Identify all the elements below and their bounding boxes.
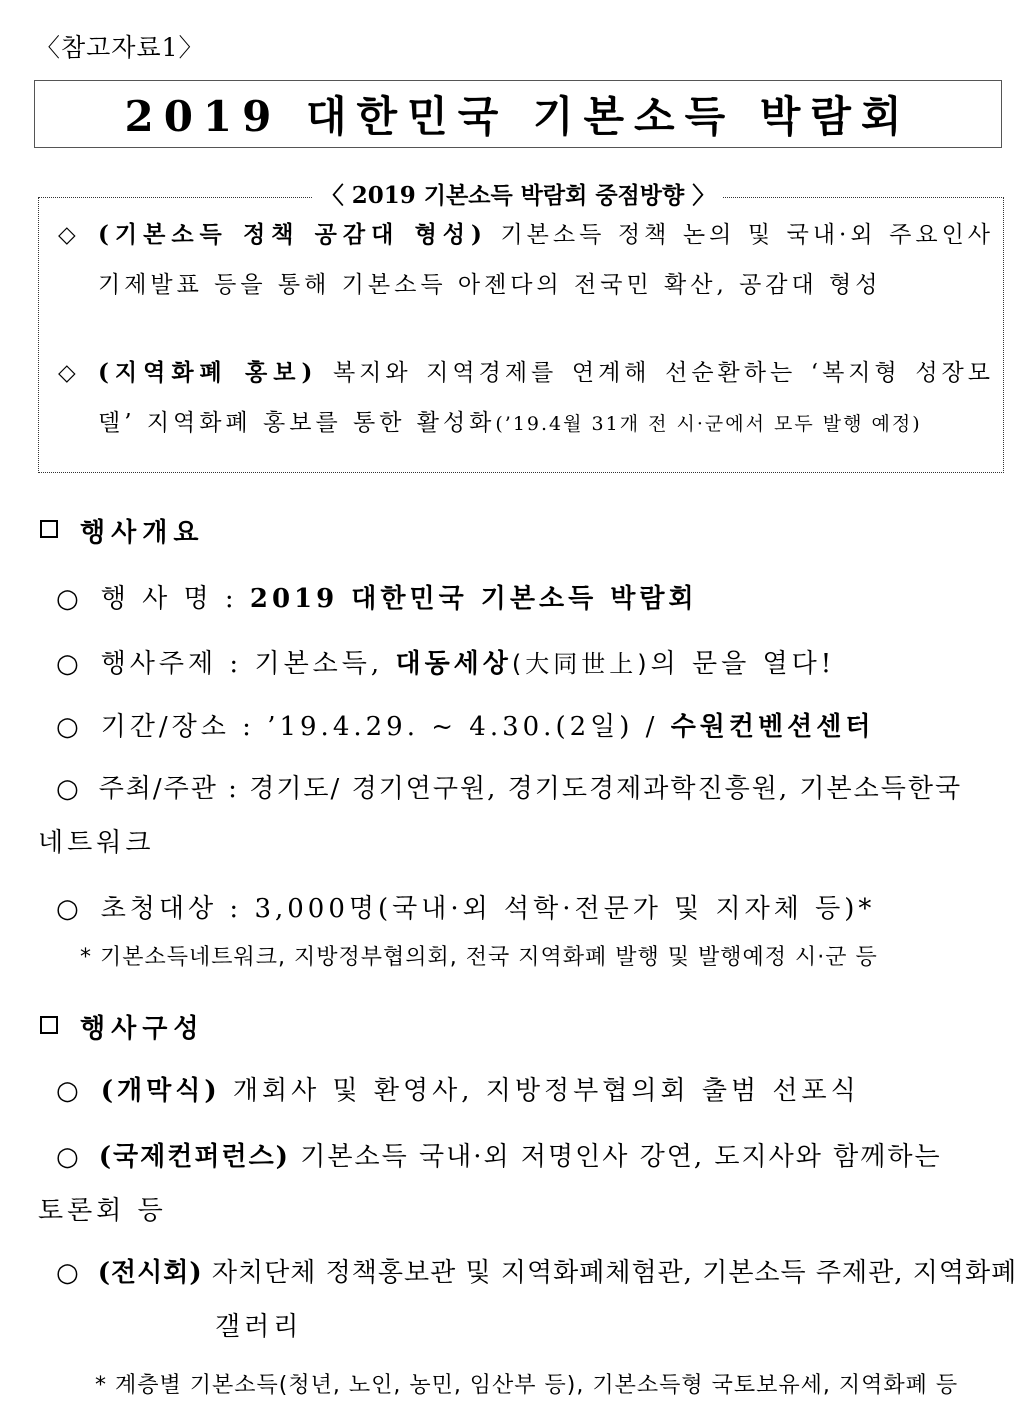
section-overview — [40, 512, 204, 549]
composition-item-2-wrap: 토론회 등 — [38, 1196, 167, 1226]
field-value-hanja: (大同世上) — [511, 650, 651, 678]
focus-item-lead: (기본소득 정책 공감대 형성) — [98, 221, 488, 248]
overview-name — [56, 578, 1000, 615]
field-value: 기본소득, — [254, 649, 384, 679]
field-label: 주최/주관 : — [98, 774, 239, 804]
item-lead: (전시회) — [97, 1258, 203, 1288]
invite-footnote: * 기본소득네트워크, 지방정부협의회, 전국 지역화폐 발행 및 발행예정 시·군 등 — [80, 945, 878, 970]
focus-heading-text: 〈 2019 기본소득 박람회 중점방향 〉 — [313, 182, 723, 209]
focus-item-1 — [58, 210, 994, 310]
circle-bullet: ○ — [56, 894, 83, 924]
composition-item-2 — [56, 1136, 1000, 1173]
section-heading: 행사개요 — [80, 518, 205, 548]
item-body: 자치단체 정책홍보관 및 지역화폐체험관, 기본소득 주제관, 지역화폐 — [202, 1258, 1018, 1288]
field-label: 행 사 명 : — [100, 584, 238, 614]
circle-bullet: ○ — [56, 584, 83, 614]
overview-host-wrap: 네트워크 — [38, 828, 155, 858]
item-body: 개회사 및 환영사, 지방정부협의회 출범 선포식 — [220, 1076, 860, 1106]
reference-label: 〈참고자료1〉 — [35, 33, 205, 62]
field-value: 2019 대한민국 기본소득 박람회 — [249, 584, 698, 614]
square-bullet-icon — [40, 1016, 58, 1034]
focus-heading — [0, 177, 1036, 210]
section-composition — [40, 1008, 204, 1045]
focus-item-2 — [58, 348, 994, 449]
venue-value: 수원컨벤션센터 — [670, 712, 875, 742]
field-label: 초청대상 : — [100, 894, 243, 924]
page-title: 2019 대한민국 기본소득 박람회 — [124, 92, 912, 141]
field-label: 기간/장소 : — [100, 712, 255, 742]
composition-item-3-wrap: 갤러리 — [215, 1312, 303, 1342]
field-label: 행사주제 : — [100, 649, 243, 679]
focus-item-body: 기본소득 정책 논의 및 국내·외 주요인사 기제발표 등을 통해 기본소득 아젠다의 전국민 확산, 공감대 형성 — [98, 222, 994, 298]
field-value-emphasis: 대동세상 — [395, 649, 512, 679]
overview-invite — [56, 888, 1000, 925]
title-box — [34, 80, 1002, 148]
square-bullet-icon — [40, 520, 58, 538]
field-value: ’19.4.29. ~ 4.30.(2일) / — [267, 712, 659, 742]
focus-item-note: (’19.4월 31개 전 시·군에서 모두 발행 예정) — [495, 413, 922, 435]
focus-item-lead: (지역화폐 홍보) — [98, 359, 319, 386]
circle-bullet: ○ — [56, 1258, 80, 1288]
composition-footnote: * 계층별 기본소득(청년, 노인, 농민, 임산부 등), 기본소득형 국토보유세, 지역화폐 등 — [95, 1373, 959, 1398]
overview-theme — [56, 643, 1000, 680]
circle-bullet: ○ — [56, 1142, 81, 1172]
item-lead: (국제컨퍼런스) — [98, 1142, 290, 1172]
diamond-bullet: ◇ — [58, 222, 76, 248]
item-lead: (개막식) — [100, 1076, 221, 1106]
focus-item-body: 복지와 지역경제를 연계해 선순환하는 ‘복지형 성장모델’ 지역화폐 홍보를 통한 활성화 — [98, 360, 994, 436]
item-body: 기본소득 국내·외 저명인사 강연, 도지사와 함께하는 — [290, 1142, 942, 1172]
section-heading: 행사구성 — [80, 1014, 205, 1044]
composition-item-1 — [56, 1070, 1000, 1107]
field-value: 3,000명(국내·외 석학·전문가 및 지자체 등)* — [254, 894, 876, 924]
field-value: 의 문을 열다! — [650, 649, 836, 679]
circle-bullet: ○ — [56, 1076, 83, 1106]
diamond-bullet: ◇ — [58, 360, 76, 386]
composition-item-3 — [56, 1252, 1018, 1289]
circle-bullet: ○ — [56, 774, 81, 804]
circle-bullet: ○ — [56, 712, 83, 742]
field-value: 경기도/ 경기연구원, 경기도경제과학진흥원, 기본소득한국 — [249, 774, 963, 804]
overview-host — [56, 768, 1000, 805]
overview-period — [56, 706, 1000, 743]
circle-bullet: ○ — [56, 649, 83, 679]
